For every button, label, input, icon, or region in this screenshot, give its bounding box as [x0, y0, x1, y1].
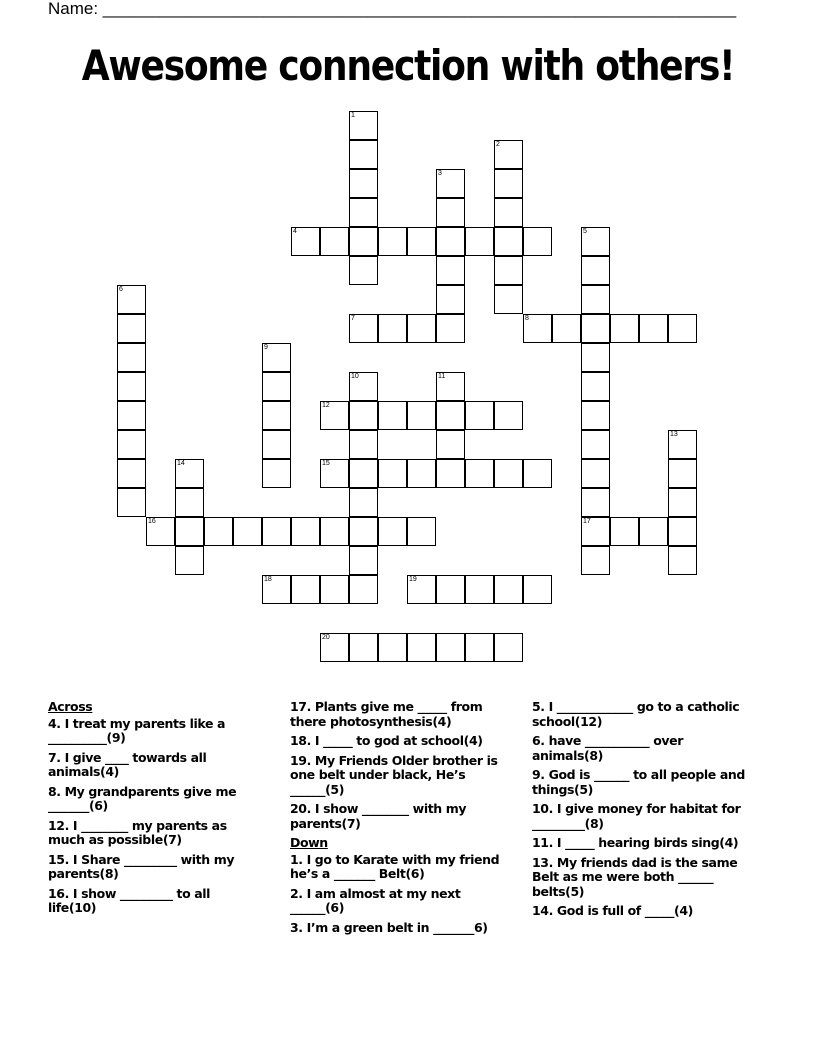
crossword-cell[interactable] [668, 314, 697, 343]
clue-text: I _____ to god at school(4) [310, 733, 483, 748]
clue-number: 2. [290, 885, 303, 901]
clue-number: 11. [532, 835, 553, 850]
clue-number: 12. [48, 817, 69, 833]
clue-text: My grandparents give me _______(6) [48, 783, 237, 813]
crossword-cell[interactable] [291, 575, 320, 604]
clue-number: 14. [532, 903, 553, 918]
crossword-cell[interactable] [494, 575, 523, 604]
crossword-cell[interactable] [436, 169, 465, 198]
crossword-cell[interactable] [233, 517, 262, 546]
crossword-cell[interactable] [117, 372, 146, 401]
crossword-cell[interactable] [668, 488, 697, 517]
clue-number-label: 5 [583, 228, 587, 235]
clue-item [48, 785, 260, 814]
clue-number: 1. [290, 851, 303, 867]
clue-item [290, 802, 502, 831]
clue-number: 8. [48, 783, 61, 799]
clue-item [290, 887, 502, 916]
crossword-cell[interactable] [320, 227, 349, 256]
crossword-cell[interactable] [581, 314, 610, 343]
crossword-cell[interactable] [436, 401, 465, 430]
clue-number: 5. [532, 699, 545, 714]
crossword-cell[interactable] [523, 459, 552, 488]
crossword-cell[interactable] [436, 459, 465, 488]
crossword-cell[interactable] [523, 575, 552, 604]
clue-text: I show ________ with my parents(7) [290, 801, 467, 831]
crossword-cell[interactable] [349, 430, 378, 459]
clue-number-label: 20 [322, 634, 330, 641]
clue-number-label: 17 [583, 518, 591, 525]
crossword-cell[interactable] [320, 633, 349, 662]
clue-item [532, 802, 754, 831]
crossword-cell[interactable] [407, 227, 436, 256]
crossword-cell[interactable] [349, 169, 378, 198]
clue-item [48, 887, 260, 916]
crossword-cell[interactable] [581, 488, 610, 517]
crossword-cell[interactable] [494, 285, 523, 314]
crossword-cell[interactable] [581, 517, 610, 546]
clue-text: I give money for habitat for _________(8) [532, 801, 741, 831]
crossword-cell[interactable] [117, 488, 146, 517]
crossword-cell[interactable] [262, 430, 291, 459]
clue-number-label: 7 [351, 315, 355, 322]
crossword-cell[interactable] [378, 401, 407, 430]
clue-item [290, 734, 502, 749]
clue-item [532, 856, 754, 900]
crossword-cell[interactable] [291, 227, 320, 256]
crossword-cell[interactable] [668, 517, 697, 546]
crossword-cell[interactable] [349, 140, 378, 169]
clue-item [48, 751, 260, 780]
clue-text: I’m a green belt in _______6) [302, 919, 488, 935]
crossword-cell[interactable] [349, 401, 378, 430]
clue-text: have ___________ over animals(8) [532, 733, 683, 763]
clue-text: I Share _________ with my parents(8) [48, 851, 235, 881]
clue-column-3 [532, 700, 754, 924]
crossword-cell[interactable] [465, 633, 494, 662]
crossword-cell[interactable] [175, 459, 204, 488]
crossword-cell[interactable] [117, 285, 146, 314]
crossword-cell[interactable] [117, 430, 146, 459]
crossword-cell[interactable] [175, 517, 204, 546]
crossword-cell[interactable] [320, 459, 349, 488]
clue-text: God is ______ to all people and things(5) [532, 767, 745, 797]
crossword-cell[interactable] [349, 488, 378, 517]
crossword-cell[interactable] [436, 227, 465, 256]
clue-number-label: 2 [496, 141, 500, 148]
clue-item [532, 768, 754, 797]
clue-text: I _____________ go to a catholic school(12) [532, 699, 740, 729]
crossword-cell[interactable] [494, 198, 523, 227]
crossword-cell[interactable] [581, 285, 610, 314]
clue-text: I show _________ to all life(10) [48, 885, 211, 915]
crossword-cell[interactable] [436, 314, 465, 343]
crossword-cell[interactable] [436, 372, 465, 401]
crossword-cell[interactable] [581, 459, 610, 488]
crossword-cell[interactable] [436, 633, 465, 662]
crossword-cell[interactable] [175, 488, 204, 517]
crossword-cell[interactable] [668, 459, 697, 488]
page-title: Awesome connection with others! [81, 41, 735, 90]
clue-number: 18. [290, 733, 311, 748]
crossword-cell[interactable] [349, 256, 378, 285]
crossword-cell[interactable] [639, 314, 668, 343]
clue-item [290, 853, 502, 882]
crossword-cell[interactable] [262, 517, 291, 546]
crossword-cell[interactable] [581, 546, 610, 575]
clue-number-label: 4 [293, 228, 297, 235]
crossword-cell[interactable] [465, 227, 494, 256]
clue-text: I go to Karate with my friend he’s a _______ Belt(6) [290, 851, 500, 881]
crossword-cell[interactable] [465, 401, 494, 430]
clue-item [290, 921, 502, 936]
clue-number: 17. [290, 699, 311, 714]
crossword-cell[interactable] [436, 430, 465, 459]
clue-number-label: 13 [670, 431, 678, 438]
clue-column-2 [290, 700, 502, 940]
clue-number: 20. [290, 801, 311, 816]
crossword-cell[interactable] [407, 633, 436, 662]
across-heading: Across [48, 699, 93, 714]
clue-text: I give ____ towards all animals(4) [48, 749, 207, 779]
crossword-cell[interactable] [407, 401, 436, 430]
clue-number-label: 9 [264, 344, 268, 351]
crossword-cell[interactable] [581, 430, 610, 459]
clue-number-label: 14 [177, 460, 185, 467]
clue-number-label: 6 [119, 286, 123, 293]
clue-number: 6. [532, 733, 545, 748]
crossword-cell[interactable] [436, 256, 465, 285]
crossword-cell[interactable] [668, 430, 697, 459]
crossword-cell[interactable] [349, 633, 378, 662]
clue-number-label: 19 [409, 576, 417, 583]
crossword-cell[interactable] [581, 227, 610, 256]
name-field-line[interactable]: Name: ___________________________________________________________________ [48, 0, 737, 18]
crossword-cell[interactable] [465, 575, 494, 604]
crossword-cell[interactable] [552, 314, 581, 343]
clue-number: 15. [48, 851, 69, 867]
crossword-cell[interactable] [494, 401, 523, 430]
crossword-cell[interactable] [407, 314, 436, 343]
crossword-cell[interactable] [320, 517, 349, 546]
clue-item [532, 700, 754, 729]
clue-item [290, 700, 502, 729]
clue-item [48, 819, 260, 848]
crossword-cell[interactable] [175, 546, 204, 575]
clue-text: God is full of _____(4) [552, 903, 693, 918]
clue-item [532, 836, 754, 851]
crossword-cell[interactable] [581, 401, 610, 430]
crossword-cell[interactable] [668, 546, 697, 575]
crossword-cell[interactable] [494, 169, 523, 198]
crossword-cell[interactable] [320, 401, 349, 430]
crossword-cell[interactable] [349, 111, 378, 140]
crossword-cell[interactable] [117, 401, 146, 430]
crossword-cell[interactable] [523, 314, 552, 343]
clue-number-label: 3 [438, 170, 442, 177]
crossword-cell[interactable] [349, 372, 378, 401]
clue-number-label: 15 [322, 460, 330, 467]
clue-number-label: 8 [525, 315, 529, 322]
crossword-cell[interactable] [610, 517, 639, 546]
crossword-cell[interactable] [349, 198, 378, 227]
crossword-cell[interactable] [204, 517, 233, 546]
clue-text: I ________ my parents as much as possible(7) [48, 817, 227, 847]
crossword-cell[interactable] [465, 459, 494, 488]
clue-text: I treat my parents like a __________(9) [48, 715, 226, 745]
crossword-cell[interactable] [494, 256, 523, 285]
clue-number-label: 18 [264, 576, 272, 583]
crossword-cell[interactable] [407, 517, 436, 546]
clue-number: 16. [48, 885, 69, 901]
crossword-cell[interactable] [378, 314, 407, 343]
clue-column-1 [48, 700, 260, 921]
clue-number: 3. [290, 919, 303, 935]
crossword-cell[interactable] [349, 459, 378, 488]
clue-text: Plants give me _____ from there photosynthesis(4) [290, 699, 483, 729]
clue-number: 19. [290, 752, 311, 768]
crossword-cell[interactable] [349, 575, 378, 604]
crossword-cell[interactable] [436, 285, 465, 314]
crossword-cell[interactable] [378, 517, 407, 546]
crossword-cell[interactable] [378, 633, 407, 662]
crossword-cell[interactable] [349, 227, 378, 256]
crossword-cell[interactable] [349, 517, 378, 546]
crossword-cell[interactable] [436, 198, 465, 227]
clue-text: I _____ hearing birds sing(4) [552, 835, 739, 850]
clue-item [532, 734, 754, 763]
crossword-cell[interactable] [291, 517, 320, 546]
crossword-cell[interactable] [349, 314, 378, 343]
crossword-cell[interactable] [349, 546, 378, 575]
clue-number-label: 1 [351, 112, 355, 119]
clue-number-label: 11 [438, 373, 446, 380]
clue-item [48, 717, 260, 746]
down-heading: Down [290, 835, 328, 850]
crossword-cell[interactable] [320, 575, 349, 604]
crossword-cell[interactable] [407, 575, 436, 604]
clue-item [48, 853, 260, 882]
crossword-cell[interactable] [117, 459, 146, 488]
clue-item [532, 904, 754, 919]
clue-number: 7. [48, 749, 61, 765]
clue-number-label: 12 [322, 402, 330, 409]
crossword-cell[interactable] [494, 633, 523, 662]
crossword-cell[interactable] [494, 459, 523, 488]
crossword-cell[interactable] [407, 459, 436, 488]
crossword-cell[interactable] [378, 459, 407, 488]
clue-number-label: 16 [148, 518, 156, 525]
crossword-cell[interactable] [581, 256, 610, 285]
crossword-cell[interactable] [494, 227, 523, 256]
crossword-cell[interactable] [436, 575, 465, 604]
crossword-cell[interactable] [639, 517, 668, 546]
crossword-cell[interactable] [262, 343, 291, 372]
crossword-cell[interactable] [581, 343, 610, 372]
crossword-cell[interactable] [117, 314, 146, 343]
crossword-cell[interactable] [146, 517, 175, 546]
clue-number: 10. [532, 801, 553, 816]
crossword-cell[interactable] [262, 459, 291, 488]
crossword-cell[interactable] [117, 343, 146, 372]
clue-number: 4. [48, 715, 61, 731]
crossword-cell[interactable] [262, 575, 291, 604]
crossword-cell[interactable] [610, 314, 639, 343]
clue-text: My friends dad is the same Belt as me were both ______ belts(5) [532, 854, 738, 899]
clue-text: I am almost at my next ______(6) [290, 885, 461, 915]
clue-number-label: 10 [351, 373, 359, 380]
crossword-cell[interactable] [262, 372, 291, 401]
crossword-cell[interactable] [494, 140, 523, 169]
crossword-cell[interactable] [262, 401, 291, 430]
clue-item [290, 754, 502, 798]
crossword-cell[interactable] [378, 227, 407, 256]
clue-number: 9. [532, 767, 545, 782]
crossword-cell[interactable] [581, 372, 610, 401]
clue-text: My Friends Older brother is one belt under black, He’s ______(5) [290, 752, 498, 797]
clue-number: 13. [532, 854, 553, 870]
crossword-cell[interactable] [523, 227, 552, 256]
